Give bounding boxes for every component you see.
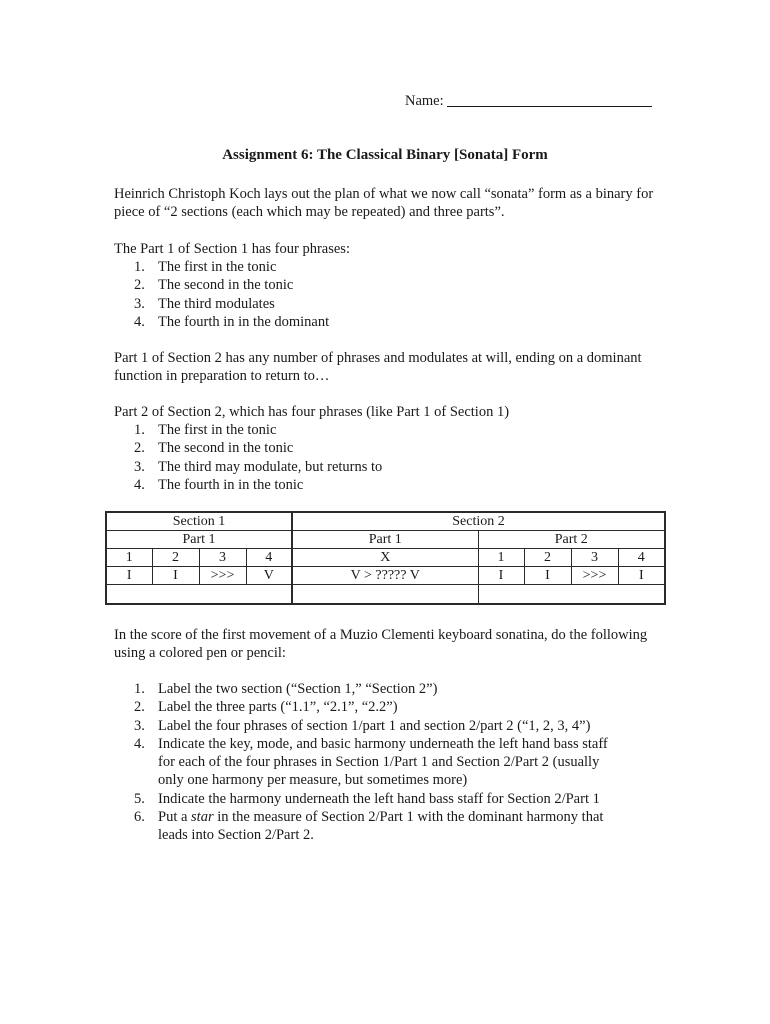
list-item: 3. The third modulates xyxy=(134,295,275,312)
list-item: 6. Put a star in the measure of Section 2/Part 1 with the dominant harmony that leads into Section 2/Part 2. xyxy=(134,809,604,844)
section1-part1-heading: The Part 1 of Section 1 has four phrases: xyxy=(114,241,350,257)
table-section2-header: Section 2 xyxy=(292,512,665,531)
table-s1-part1-header: Part 1 xyxy=(106,531,292,549)
table-empty-cell[interactable] xyxy=(478,585,665,605)
sonata-form-table xyxy=(105,511,666,605)
section2-part2-list xyxy=(114,421,674,494)
name-label: Name: xyxy=(405,93,444,109)
list-item: 1. The first in the tonic xyxy=(134,259,277,275)
name-blank[interactable] xyxy=(447,92,652,107)
table-section1-header: Section 1 xyxy=(106,512,292,531)
list-item: 1. The first in the tonic xyxy=(134,422,277,438)
table-cell: 2 xyxy=(152,549,199,567)
table-empty-cell[interactable] xyxy=(292,585,478,605)
table-cell: V xyxy=(246,567,292,585)
table-cell: 1 xyxy=(106,549,152,567)
intro-paragraph: Heinrich Christoph Koch lays out the plan of what we now call “sonata” form as a binary for piece of “2 sections (each which may be repeated) and three parts”. xyxy=(114,186,654,221)
page-title: Assignment 6: The Classical Binary [Sonata] Form xyxy=(222,147,548,163)
table-cell: 4 xyxy=(246,549,292,567)
list-item: 2. Label the three parts (“1.1”, “2.1”, “2.2”) xyxy=(134,699,398,716)
table-cell: I xyxy=(524,567,571,585)
section2-part2-heading: Part 2 of Section 2, which has four phrases (like Part 1 of Section 1) xyxy=(114,404,510,420)
list-item: 4. The fourth in in the dominant xyxy=(134,313,330,330)
list-item: 2. The second in the tonic xyxy=(134,440,294,457)
instructions-list xyxy=(114,680,674,845)
table-s2-part2-header: Part 2 xyxy=(478,531,665,549)
table-cell: 1 xyxy=(478,549,524,567)
list-item: 4. Indicate the key, mode, and basic harmony underneath the left hand bass staff for each of the four phrases in Section 1/Part 1 and Section 2/Part 2 (usually only one harmony per measure, but sometimes more) xyxy=(134,735,608,789)
table-cell: X xyxy=(292,549,478,567)
table-empty-cell[interactable] xyxy=(106,585,292,605)
name-field-line xyxy=(405,92,665,110)
section1-part1-list xyxy=(114,258,674,331)
table-cell: I xyxy=(618,567,665,585)
list-item: 5. Indicate the harmony underneath the left hand bass staff for Section 2/Part 1 xyxy=(134,790,600,807)
list-item: 1. Label the two section (“Section 1,” “Section 2”) xyxy=(134,681,438,697)
table-cell: >>> xyxy=(571,567,618,585)
table-cell: 2 xyxy=(524,549,571,567)
table-cell: I xyxy=(478,567,524,585)
list-item: 3. The third may modulate, but returns to xyxy=(134,458,383,475)
section2-part1-paragraph: Part 1 of Section 2 has any number of phrases and modulates at will, ending on a dominant function in preparation to return to… xyxy=(114,350,642,385)
table-cell: I xyxy=(106,567,152,585)
table-cell: 3 xyxy=(571,549,618,567)
table-cell: 4 xyxy=(618,549,665,567)
table-cell: >>> xyxy=(199,567,246,585)
instructions-intro: In the score of the first movement of a Muzio Clementi keyboard sonatina, do the following using a colored pen or pencil: xyxy=(114,627,648,662)
list-item: 2. The second in the tonic xyxy=(134,277,294,294)
table-cell: 3 xyxy=(199,549,246,567)
list-item: 3. Label the four phrases of section 1/part 1 and section 2/part 2 (“1, 2, 3, 4”) xyxy=(134,717,591,734)
list-item: 4. The fourth in in the tonic xyxy=(134,476,304,493)
table-s2-part1-header: Part 1 xyxy=(292,531,478,549)
table-cell: I xyxy=(152,567,199,585)
table-cell: V > ????? V xyxy=(292,567,478,585)
